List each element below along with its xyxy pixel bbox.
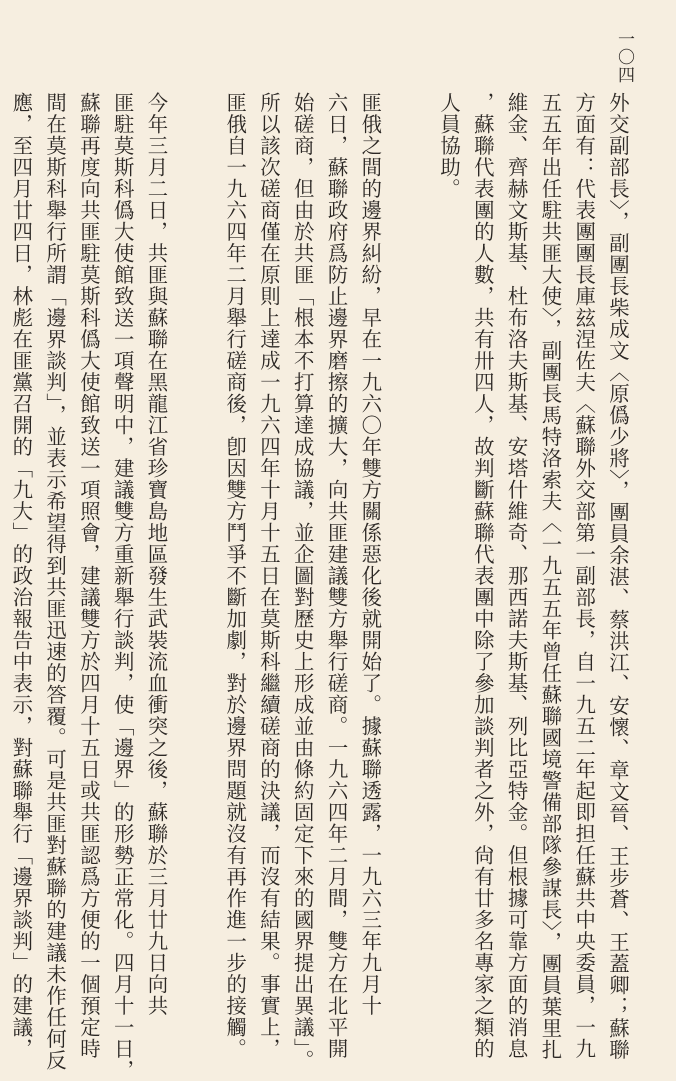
text-line: 方面有：代表團團長庫玆涅佐夫〈蘇聯外交部第一副部長，自一九五二年起即担任蘇共中央委員，一九 [572, 92, 597, 1060]
text-line: 始磋商，但由於共匪「根本不打算達成協議，並企圖對歷史上形成並由條約固定下來的國界提出異議」。 [290, 92, 315, 1071]
body-text [9, 92, 634, 1081]
text-line: 匪俄之間的邊界糾紛，早在一九六〇年雙方關係惡化後就開始了。據蘇聯透露，一九六三年九月十 [358, 92, 383, 1017]
text-line: 今年三月二日，共匪與蘇聯在黑龍江省珍寶島地區發生武裝流血衝突之後，蘇聯於三月廿九日向共 [144, 92, 169, 1017]
text-line: 間在莫斯科舉行所謂「邊界談判」，並表示希望得到共匪迅速的答覆。可是共匪對蘇聯的建議未作任何反 [43, 92, 68, 1071]
text-line: 所以該次磋商僅在原則上達成一九六四年十月十五日在莫斯科繼續磋商的決議，而沒有結果。事實上， [256, 92, 281, 1060]
text-line: ，蘇聯代表團的人數，共有卅四人，故判斷蘇聯代表團中除了參加談判者之外，尙有廿多名專家之類的 [470, 92, 495, 1060]
text-line: 人員協助。 [437, 92, 462, 200]
text-line: 匪駐莫斯科僞大使館致送一項聲明中，建議雙方重新舉行談判，使「邊界」的形勢正常化。四月十一日， [110, 92, 135, 1081]
text-line: 蘇聯再度向共匪駐莫斯科僞大使館致送一項照會，建議雙方於四月十五日或共匪認爲方便的一個預定時 [76, 92, 101, 1060]
text-line [0, 92, 4, 1002]
page-number: 一〇四 [614, 30, 634, 84]
text-line: 維金、齊赫文斯基、杜布洛夫斯基、安塔什維奇、那西諾夫斯基、列比亞特金。但根據可靠方面的消息 [504, 92, 529, 1060]
text-line: 外交副部長〉，副團長柴成文〈原僞少將〉，團員余湛、蔡洪江、安懷、章文晉、王步蒼、王蓋卿；蘇聯 [606, 92, 630, 1061]
text-line: 匪俄自一九六四年二月舉行磋商後，卽因雙方鬥爭不斷加劇，對於邊界問題就沒有再作進一步的接觸。 [223, 92, 248, 1060]
text-line: 應，至四月廿四日，林彪在匪黨召開的「九大」的政治報告中表示，對蘇聯舉行「邊界談判」的建議， [9, 92, 34, 1060]
text-line: 六日，蘇聯政府爲防止邊界磨擦的擴大，向共匪建議雙方舉行磋商。一九六四年二月間，雙方在北平開 [324, 92, 349, 1060]
text-line: 五五年出任駐共匪大使〉，副團長馬特洛索夫〈一九五五年曾任蘇聯國境警備部隊參謀長〉，團員葉里扎 [538, 92, 563, 1061]
